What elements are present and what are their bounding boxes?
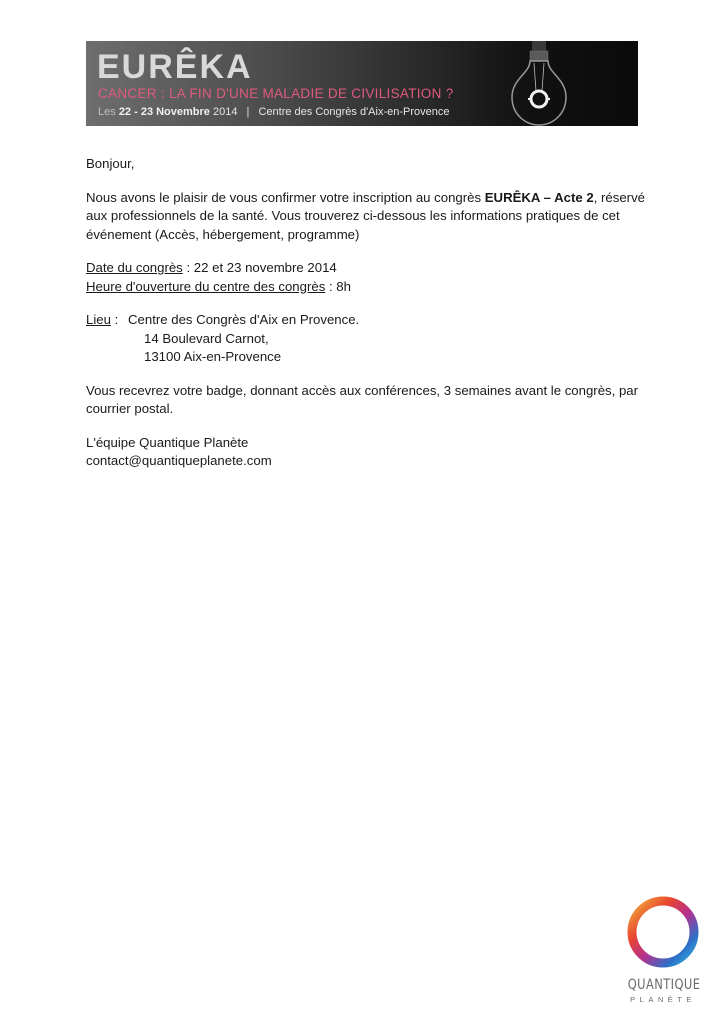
contact-email[interactable]: contact@quantiqueplanete.com (86, 453, 272, 468)
banner-subtitle: CANCER : LA FIN D'UNE MALADIE DE CIVILISATION ? (98, 86, 454, 101)
banner-venue: Centre des Congrès d'Aix-en-Provence (258, 106, 450, 118)
location-block (86, 311, 646, 367)
hour-label: Heure d'ouverture du centre des congrès (86, 278, 326, 294)
dates-separator: | (246, 106, 250, 118)
event-info (86, 259, 646, 296)
event-banner (86, 41, 638, 126)
address (128, 311, 359, 367)
address-line-3: 13100 Aix-en-Provence (144, 349, 282, 364)
address-line-1: Centre des Congrès d'Aix en Provence. (128, 312, 360, 327)
banner-dates (98, 106, 449, 118)
lieu-sep: : (110, 312, 119, 327)
banner-title: EURÊKA (97, 48, 253, 86)
signature-block (86, 434, 646, 471)
quantique-planete-logo (620, 893, 706, 1008)
ring-logo-icon (620, 893, 706, 977)
badge-paragraph: Vous recevrez votre badge, donnant accès aux conférences, 3 semaines avant le congrès, par courrier postal. (86, 382, 639, 416)
hour-value: : 8h (325, 278, 351, 294)
hour-line (86, 278, 646, 297)
dates-prefix: Les (98, 106, 116, 118)
intro-paragraph (86, 189, 646, 245)
signature: L'équipe Quantique Planète (86, 434, 249, 450)
dates-bold: 22 - 23 Novembre (118, 106, 210, 118)
event-name: EURÊKA – Acte 2 (484, 189, 594, 205)
address-line-2: 14 Boulevard Carnot, (144, 330, 269, 346)
greeting: Bonjour, (86, 156, 135, 171)
light-bulb-icon (494, 41, 584, 126)
letter-body (86, 155, 646, 486)
lieu-label: Lieu (86, 312, 111, 327)
intro-text-1: Nous avons le plaisir de vous confirmer votre inscription au congrès (86, 189, 485, 205)
logo-sub: PLANÈTE (630, 995, 696, 1004)
dates-year: 2014 (212, 106, 238, 118)
lieu-label-wrap (86, 311, 128, 367)
intro-text-2: , réservé aux professionnels de la santé. Vous trouverez ci-dessous les informations pratiques de cet événement (Accès, hébergement, programme) (86, 189, 646, 242)
date-label: Date du congrès (86, 260, 183, 275)
date-line (86, 259, 646, 278)
logo-name: QUANTIQUE (627, 977, 701, 993)
date-value: : 22 et 23 novembre 2014 (182, 260, 337, 275)
